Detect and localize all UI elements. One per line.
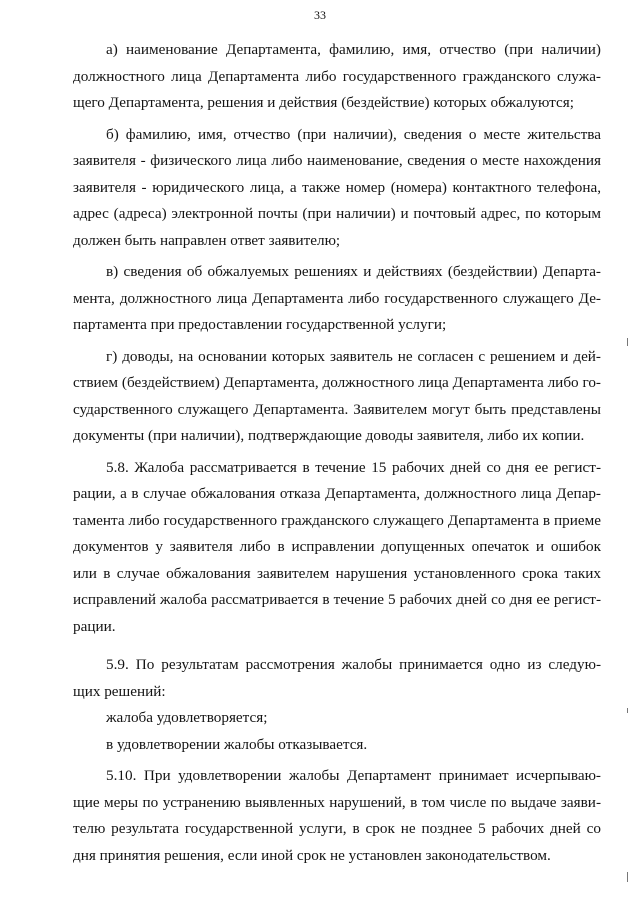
text-line: или в случае обжалования заявителем нарушения установленного срока таких [73, 564, 601, 582]
text-line: рации, а в случае обжалования отказа Департамента, должностного лица Депар- [73, 485, 601, 502]
text-line: щих решений: [73, 682, 166, 700]
scan-margin-mark [627, 708, 628, 713]
document-body [73, 37, 601, 869]
text-line: исправлений жалоба рассматривается в течение 5 рабочих дней со дня ее регист- [73, 591, 601, 608]
section-5-9 [73, 652, 601, 705]
scan-margin-mark [627, 338, 628, 346]
text-line: в) сведения об обжалуемых решениях и действиях (бездействии) Департа- [106, 263, 601, 280]
text-line: 5.9. По результатам рассмотрения жалобы принимается одно из следую- [106, 656, 601, 673]
text-line: щего Департамента, решения и действия (бездействие) которых обжалуются; [73, 94, 574, 111]
text-line: партамента при предоставлении государственной услуги; [73, 316, 447, 333]
text-line: документы (при наличии), подтверждающие доводы заявителя, либо их копии. [73, 427, 585, 444]
text-line: тамента либо государственного гражданского служащего Департамента в приеме [73, 511, 601, 529]
text-line: заявителя - юридического лица, а также номер (номера) контактного телефона, [73, 178, 601, 196]
text-line: документов у заявителя либо в исправлении допущенных опечаток и ошибок [73, 538, 601, 555]
paragraph-a [73, 37, 601, 117]
paragraph-b [73, 122, 601, 255]
paragraph-g [73, 344, 601, 450]
text-line: сударственного служащего Департамента. Заявителем могут быть представлены [73, 400, 601, 418]
text-line: должностного лица Департамента либо государственного гражданского служа- [73, 67, 601, 85]
text-line: должен быть направлен ответ заявителю; [73, 231, 341, 249]
decision-item-satisfied: жалоба удовлетворяется; [106, 709, 268, 726]
text-line: ствием (бездействием) Департамента, должностного лица Департамента либо го- [73, 374, 601, 391]
text-line: мента, должностного лица Департамента либо государственного служащего Де- [73, 289, 601, 307]
scan-margin-mark [627, 872, 628, 882]
text-line: 5.10. При удовлетворении жалобы Департамент принимает исчерпываю- [106, 767, 601, 784]
text-line: щие меры по устранению выявленных нарушений, в том числе по выдаче заяви- [73, 793, 601, 811]
text-line: телю результата государственной услуги, в срок не позднее 5 рабочих дней со [73, 820, 601, 837]
text-line: заявителя - физического лица либо наименование, сведения о месте нахождения [73, 152, 601, 169]
text-line: дня принятия решения, если иной срок не установлен законодательством. [73, 846, 551, 864]
text-line: а) наименование Департамента, фамилию, имя, отчество (при наличии) [106, 41, 601, 58]
section-5-8 [73, 455, 601, 641]
decision-item-refused: в удовлетворении жалобы отказывается. [106, 735, 368, 753]
text-line: рации. [73, 617, 116, 635]
text-line: г) доводы, на основании которых заявитель не согласен с решением и дей- [106, 347, 601, 365]
paragraph-v [73, 259, 601, 339]
page-number: 33 [314, 8, 326, 22]
section-5-10 [73, 763, 601, 869]
text-line: б) фамилию, имя, отчество (при наличии), сведения о месте жительства [106, 125, 601, 143]
text-line: адрес (адреса) электронной почты (при наличии) и почтовый адрес, по которым [73, 205, 601, 222]
text-line: 5.8. Жалоба рассматривается в течение 15 рабочих дней со дня ее регист- [106, 458, 601, 476]
